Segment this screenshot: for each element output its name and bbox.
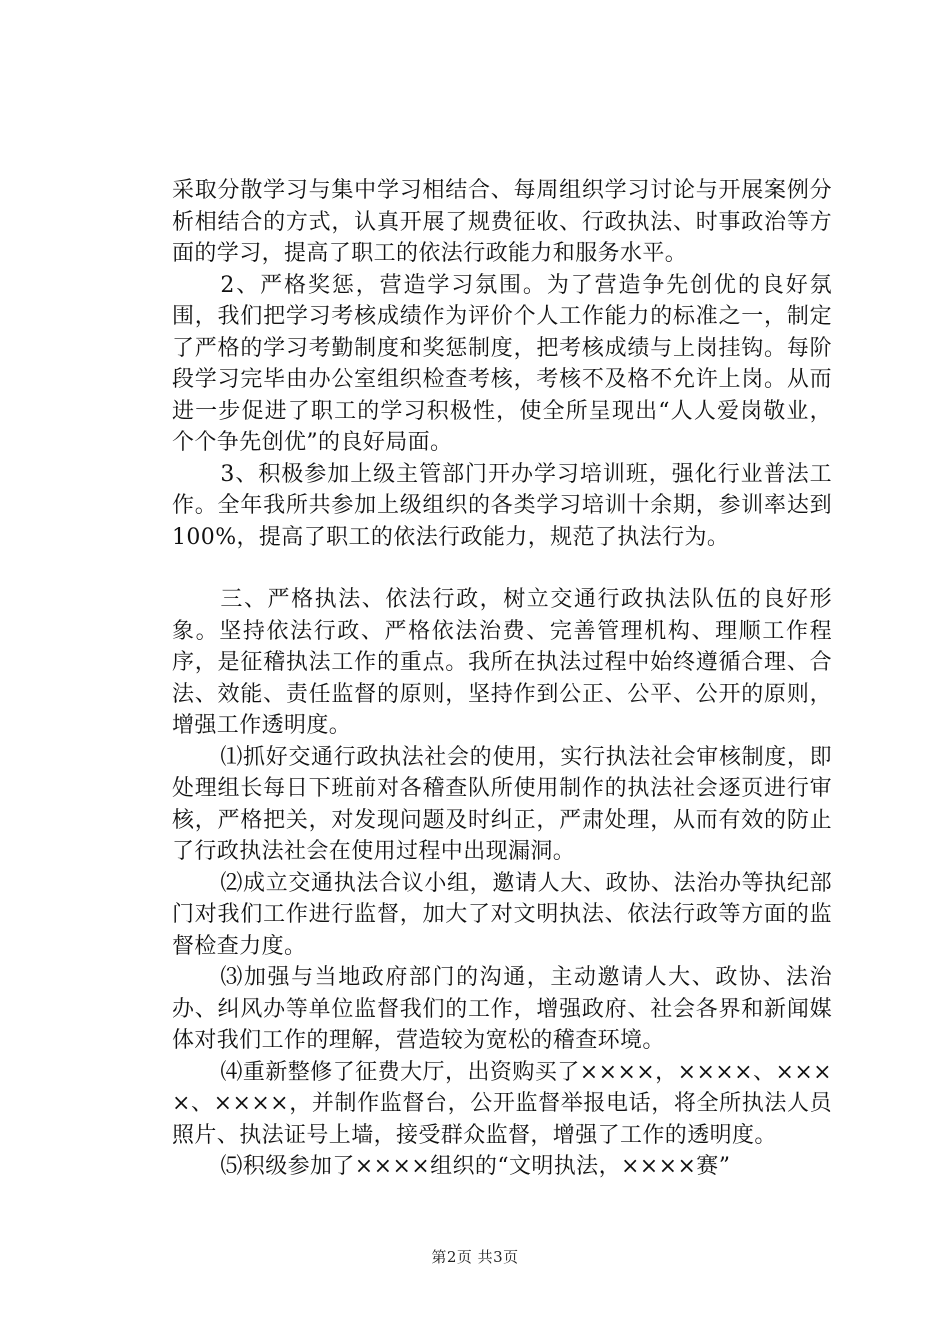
section-gap: [172, 553, 832, 584]
paragraph-training: 3、积极参加上级主管部门开办学习培训班，强化行业普法工作。全年我所共参加上级组织的各类学习培训十余期，参训率达到100%，提高了职工的依法行政能力，规范了执法行为。: [172, 461, 832, 550]
section-heading-strict-enforcement: 三、严格执法、依法行政，树立交通行政执法队伍的良好形象。坚持依法行政、严格依法治费、完善管理机构、理顺工作程序，是征稽执法工作的重点。我所在执法过程中始终遵循合理、合法、效能、责任监督的原则，坚持作到公正、公平、公开的原则，增强工作透明度。: [172, 587, 832, 738]
paragraph-study-methods: 采取分散学习与集中学习相结合、每周组织学习讨论与开展案例分析相结合的方式，认真开展了规费征收、行政执法、时事政治等方面的学习，提高了职工的依法行政能力和服务水平。: [172, 178, 832, 266]
list-item-2: ⑵成立交通执法合议小组，邀请人大、政协、法治办等执纪部门对我们工作进行监督，加大了对文明执法、依法行政等方面的监督检查力度。: [172, 870, 832, 959]
list-item-1: ⑴抓好交通行政执法社会的使用，实行执法社会审核制度，即处理组长每日下班前对各稽查队所使用制作的执法社会逐页进行审核，严格把关，对发现问题及时纠正，严肃处理，从而有效的防止了行政执法社会在使用过程中出现漏洞。: [172, 744, 832, 864]
list-item-5: ⑸积级参加了××××组织的“文明执法，××××赛”: [220, 1154, 731, 1179]
document-body: [172, 175, 832, 1183]
list-item-4: ⑷重新整修了征费大厅，出资购买了××××，××××、××××、××××，并制作监督台，公开监督举报电话，将全所执法人员照片、执法证号上墙，接受群众监督，增强了工作的透明度。: [172, 1059, 832, 1148]
page-number-footer: 第2页 共3页: [431, 1248, 519, 1266]
list-item-3: ⑶加强与当地政府部门的沟通，主动邀请人大、政协、法治办、纠风办等单位监督我们的工作，增强政府、社会各界和新闻媒体对我们工作的理解，营造较为宽松的稽查环境。: [172, 965, 832, 1053]
paragraph-rewards-penalties: 2、严格奖惩，营造学习氛围。为了营造争先创优的良好氛围，我们把学习考核成绩作为评价个人工作能力的标准之一，制定了严格的学习考勤制度和奖惩制度，把考核成绩与上岗挂钩。每阶段学习完毕由办公室组织检查考核，考核不及格不允许上岗。从而进一步促进了职工的学习积极性，使全所呈现出“人人爱岗敬业，个个争先创优”的良好局面。: [172, 272, 832, 455]
